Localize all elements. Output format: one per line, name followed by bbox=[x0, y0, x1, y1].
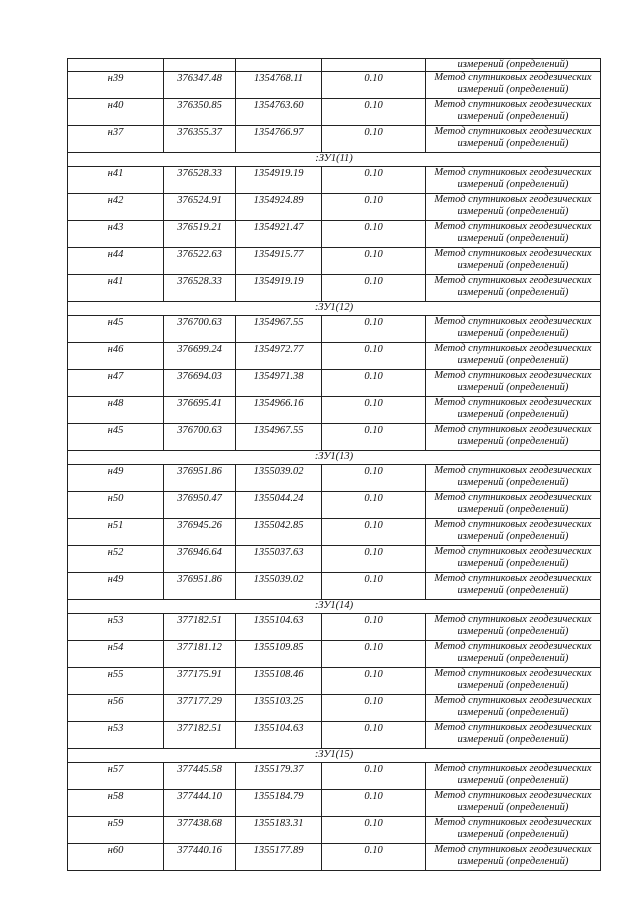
method-cell bbox=[426, 668, 601, 695]
method-line-1: Метод спутниковых геодезических bbox=[434, 194, 592, 205]
point-cell: н49 bbox=[68, 573, 164, 600]
method-cell bbox=[426, 546, 601, 573]
section-header-row bbox=[68, 302, 601, 316]
point-cell: н59 bbox=[68, 817, 164, 844]
point-cell: н52 bbox=[68, 546, 164, 573]
accuracy-cell: 0.10 bbox=[322, 194, 426, 221]
y-cell: 1354967.55 bbox=[236, 424, 322, 451]
y-cell: 1354919.19 bbox=[236, 167, 322, 194]
accuracy-cell bbox=[322, 59, 426, 72]
y-cell: 1355039.02 bbox=[236, 573, 322, 600]
method-line-1: Метод спутниковых геодезических bbox=[434, 221, 592, 232]
method-cell bbox=[426, 316, 601, 343]
table-row bbox=[68, 424, 601, 451]
x-cell: 376699.24 bbox=[164, 343, 236, 370]
table-row bbox=[68, 275, 601, 302]
table-row bbox=[68, 221, 601, 248]
section-header-row bbox=[68, 153, 601, 167]
accuracy-cell: 0.10 bbox=[322, 817, 426, 844]
x-cell: 376350.85 bbox=[164, 99, 236, 126]
x-cell: 377177.29 bbox=[164, 695, 236, 722]
x-cell: 377182.51 bbox=[164, 722, 236, 749]
y-cell: 1355179.37 bbox=[236, 763, 322, 790]
point-cell bbox=[68, 59, 164, 72]
point-cell: н45 bbox=[68, 424, 164, 451]
x-cell: 377438.68 bbox=[164, 817, 236, 844]
table-row bbox=[68, 573, 601, 600]
x-cell: 376528.33 bbox=[164, 167, 236, 194]
method-line-2: измерений (определений) bbox=[457, 626, 569, 637]
section-header: :ЗУ1(13) bbox=[68, 451, 601, 465]
method-line-2: измерений (определений) bbox=[457, 531, 569, 542]
method-cell bbox=[426, 221, 601, 248]
y-cell: 1354768.11 bbox=[236, 72, 322, 99]
method-line-1: Метод спутниковых геодезических bbox=[434, 763, 592, 774]
section-header-row bbox=[68, 451, 601, 465]
table-row bbox=[68, 763, 601, 790]
method-cell bbox=[426, 519, 601, 546]
accuracy-cell: 0.10 bbox=[322, 316, 426, 343]
method-cell bbox=[426, 722, 601, 749]
table-row bbox=[68, 519, 601, 546]
method-line-2: измерений (определений) bbox=[457, 558, 569, 569]
x-cell: 376700.63 bbox=[164, 424, 236, 451]
point-cell: н56 bbox=[68, 695, 164, 722]
method-cell bbox=[426, 492, 601, 519]
method-line-1: Метод спутниковых геодезических bbox=[434, 668, 592, 679]
method-cell bbox=[426, 343, 601, 370]
accuracy-cell: 0.10 bbox=[322, 465, 426, 492]
point-cell: н42 bbox=[68, 194, 164, 221]
section-header: :ЗУ1(11) bbox=[68, 153, 601, 167]
point-cell: н47 bbox=[68, 370, 164, 397]
continuation-row bbox=[68, 59, 601, 72]
point-cell: н46 bbox=[68, 343, 164, 370]
table-row bbox=[68, 641, 601, 668]
method-cell bbox=[426, 126, 601, 153]
method-line-1: Метод спутниковых геодезических bbox=[434, 126, 592, 137]
method-line-2: измерений (определений) bbox=[457, 409, 569, 420]
x-cell: 376355.37 bbox=[164, 126, 236, 153]
method-line-2: измерений (определений) bbox=[457, 734, 569, 745]
accuracy-cell: 0.10 bbox=[322, 72, 426, 99]
y-cell: 1355108.46 bbox=[236, 668, 322, 695]
accuracy-cell: 0.10 bbox=[322, 424, 426, 451]
method-line-2: измерений (определений) bbox=[457, 355, 569, 366]
method-line-1: Метод спутниковых геодезических bbox=[434, 343, 592, 354]
y-cell: 1355184.79 bbox=[236, 790, 322, 817]
y-cell: 1354766.97 bbox=[236, 126, 322, 153]
method-line-1: Метод спутниковых геодезических bbox=[434, 465, 592, 476]
method-cell bbox=[426, 695, 601, 722]
accuracy-cell: 0.10 bbox=[322, 641, 426, 668]
x-cell: 376946.64 bbox=[164, 546, 236, 573]
table-row bbox=[68, 316, 601, 343]
method-line-1: Метод спутниковых геодезических bbox=[434, 275, 592, 286]
x-cell: 377181.12 bbox=[164, 641, 236, 668]
point-cell: н50 bbox=[68, 492, 164, 519]
y-cell: 1355103.25 bbox=[236, 695, 322, 722]
accuracy-cell: 0.10 bbox=[322, 99, 426, 126]
method-line-2: измерений (определений) bbox=[457, 233, 569, 244]
x-cell: 376945.26 bbox=[164, 519, 236, 546]
point-cell: н39 bbox=[68, 72, 164, 99]
table-row bbox=[68, 194, 601, 221]
method-line-2: измерений (определений) bbox=[457, 707, 569, 718]
x-cell: 376694.03 bbox=[164, 370, 236, 397]
table-row bbox=[68, 248, 601, 275]
method-line-2: измерений (определений) bbox=[457, 775, 569, 786]
coordinates-table-body bbox=[68, 59, 601, 871]
method-line-2: измерений (определений) bbox=[457, 504, 569, 515]
method-line-1: Метод спутниковых геодезических bbox=[434, 248, 592, 259]
accuracy-cell: 0.10 bbox=[322, 790, 426, 817]
x-cell: 376700.63 bbox=[164, 316, 236, 343]
y-cell: 1354924.89 bbox=[236, 194, 322, 221]
method-cell bbox=[426, 465, 601, 492]
accuracy-cell: 0.10 bbox=[322, 519, 426, 546]
point-cell: н53 bbox=[68, 722, 164, 749]
method-cell bbox=[426, 194, 601, 221]
table-row bbox=[68, 167, 601, 194]
section-header: :ЗУ1(15) bbox=[68, 749, 601, 763]
method-cell bbox=[426, 641, 601, 668]
y-cell bbox=[236, 59, 322, 72]
y-cell: 1354971.38 bbox=[236, 370, 322, 397]
accuracy-cell: 0.10 bbox=[322, 722, 426, 749]
method-line-1: Метод спутниковых геодезических bbox=[434, 424, 592, 435]
method-line-1: Метод спутниковых геодезических bbox=[434, 492, 592, 503]
point-cell: н44 bbox=[68, 248, 164, 275]
y-cell: 1355044.24 bbox=[236, 492, 322, 519]
table-row bbox=[68, 614, 601, 641]
x-cell: 376524.91 bbox=[164, 194, 236, 221]
point-cell: н60 bbox=[68, 844, 164, 871]
table-row bbox=[68, 370, 601, 397]
accuracy-cell: 0.10 bbox=[322, 573, 426, 600]
x-cell bbox=[164, 59, 236, 72]
method-line-1: Метод спутниковых геодезических bbox=[434, 519, 592, 530]
table-row bbox=[68, 492, 601, 519]
method-cell: измерений (определений) bbox=[426, 59, 601, 72]
table-row bbox=[68, 695, 601, 722]
x-cell: 376519.21 bbox=[164, 221, 236, 248]
y-cell: 1354967.55 bbox=[236, 316, 322, 343]
accuracy-cell: 0.10 bbox=[322, 126, 426, 153]
section-header-row bbox=[68, 749, 601, 763]
method-line-2: измерений (определений) bbox=[457, 802, 569, 813]
method-line-2: измерений (определений) bbox=[457, 477, 569, 488]
y-cell: 1355104.63 bbox=[236, 614, 322, 641]
table-row bbox=[68, 72, 601, 99]
method-cell bbox=[426, 397, 601, 424]
point-cell: н51 bbox=[68, 519, 164, 546]
method-cell bbox=[426, 167, 601, 194]
method-line-1: Метод спутниковых геодезических bbox=[434, 573, 592, 584]
method-cell bbox=[426, 99, 601, 126]
accuracy-cell: 0.10 bbox=[322, 397, 426, 424]
table-row bbox=[68, 397, 601, 424]
method-line-1: Метод спутниковых геодезических bbox=[434, 817, 592, 828]
method-line-1: Метод спутниковых геодезических bbox=[434, 99, 592, 110]
table-row bbox=[68, 126, 601, 153]
method-cell bbox=[426, 817, 601, 844]
y-cell: 1354966.16 bbox=[236, 397, 322, 424]
point-cell: н41 bbox=[68, 275, 164, 302]
x-cell: 376347.48 bbox=[164, 72, 236, 99]
point-cell: н49 bbox=[68, 465, 164, 492]
method-line-2: измерений (определений) bbox=[457, 653, 569, 664]
method-line-2: измерений (определений) bbox=[457, 138, 569, 149]
method-line-2: измерений (определений) bbox=[457, 436, 569, 447]
method-line-2: измерений (определений) bbox=[457, 84, 569, 95]
table-row bbox=[68, 465, 601, 492]
point-cell: н37 bbox=[68, 126, 164, 153]
x-cell: 377444.10 bbox=[164, 790, 236, 817]
point-cell: н57 bbox=[68, 763, 164, 790]
point-cell: н48 bbox=[68, 397, 164, 424]
y-cell: 1355177.89 bbox=[236, 844, 322, 871]
accuracy-cell: 0.10 bbox=[322, 763, 426, 790]
y-cell: 1355109.85 bbox=[236, 641, 322, 668]
x-cell: 377440.16 bbox=[164, 844, 236, 871]
table-row bbox=[68, 668, 601, 695]
accuracy-cell: 0.10 bbox=[322, 668, 426, 695]
method-cell bbox=[426, 370, 601, 397]
method-line-1: Метод спутниковых геодезических bbox=[434, 641, 592, 652]
point-cell: н58 bbox=[68, 790, 164, 817]
accuracy-cell: 0.10 bbox=[322, 370, 426, 397]
method-line-1: Метод спутниковых геодезических bbox=[434, 72, 592, 83]
y-cell: 1355183.31 bbox=[236, 817, 322, 844]
table-row bbox=[68, 722, 601, 749]
x-cell: 376528.33 bbox=[164, 275, 236, 302]
x-cell: 376522.63 bbox=[164, 248, 236, 275]
table-row bbox=[68, 790, 601, 817]
accuracy-cell: 0.10 bbox=[322, 492, 426, 519]
accuracy-cell: 0.10 bbox=[322, 546, 426, 573]
accuracy-cell: 0.10 bbox=[322, 275, 426, 302]
method-line-2: измерений (определений) bbox=[457, 829, 569, 840]
method-line-2: измерений (определений) bbox=[457, 206, 569, 217]
method-line-2: измерений (определений) bbox=[457, 382, 569, 393]
method-line-1: Метод спутниковых геодезических bbox=[434, 546, 592, 557]
table-row bbox=[68, 817, 601, 844]
accuracy-cell: 0.10 bbox=[322, 614, 426, 641]
method-cell bbox=[426, 844, 601, 871]
x-cell: 377182.51 bbox=[164, 614, 236, 641]
y-cell: 1354972.77 bbox=[236, 343, 322, 370]
method-line-1: Метод спутниковых геодезических bbox=[434, 722, 592, 733]
table-row bbox=[68, 343, 601, 370]
x-cell: 377175.91 bbox=[164, 668, 236, 695]
method-line-1: Метод спутниковых геодезических bbox=[434, 695, 592, 706]
accuracy-cell: 0.10 bbox=[322, 695, 426, 722]
accuracy-cell: 0.10 bbox=[322, 248, 426, 275]
method-line-2: измерений (определений) bbox=[457, 328, 569, 339]
method-cell bbox=[426, 790, 601, 817]
method-line-2: измерений (определений) bbox=[457, 585, 569, 596]
method-line-1: Метод спутниковых геодезических bbox=[434, 790, 592, 801]
section-header: :ЗУ1(12) bbox=[68, 302, 601, 316]
point-cell: н41 bbox=[68, 167, 164, 194]
x-cell: 376695.41 bbox=[164, 397, 236, 424]
y-cell: 1354919.19 bbox=[236, 275, 322, 302]
method-cell bbox=[426, 248, 601, 275]
method-cell bbox=[426, 763, 601, 790]
table-row bbox=[68, 99, 601, 126]
table-row bbox=[68, 844, 601, 871]
section-header: :ЗУ1(14) bbox=[68, 600, 601, 614]
x-cell: 376951.86 bbox=[164, 573, 236, 600]
method-line-1: Метод спутниковых геодезических bbox=[434, 614, 592, 625]
method-line-2: измерений (определений) bbox=[457, 680, 569, 691]
method-line-1: Метод спутниковых геодезических bbox=[434, 844, 592, 855]
method-line-2: измерений (определений) bbox=[457, 179, 569, 190]
y-cell: 1354915.77 bbox=[236, 248, 322, 275]
method-line-1: Метод спутниковых геодезических bbox=[434, 316, 592, 327]
method-cell bbox=[426, 72, 601, 99]
method-line-1: Метод спутниковых геодезических bbox=[434, 397, 592, 408]
method-line-2: измерений (определений) bbox=[457, 287, 569, 298]
accuracy-cell: 0.10 bbox=[322, 844, 426, 871]
method-cell bbox=[426, 614, 601, 641]
method-cell bbox=[426, 573, 601, 600]
point-cell: н55 bbox=[68, 668, 164, 695]
method-line-2: измерений (определений) bbox=[457, 260, 569, 271]
method-line-2: измерений (определений) bbox=[457, 856, 569, 867]
accuracy-cell: 0.10 bbox=[322, 221, 426, 248]
method-line-2: измерений (определений) bbox=[457, 111, 569, 122]
accuracy-cell: 0.10 bbox=[322, 343, 426, 370]
y-cell: 1355037.63 bbox=[236, 546, 322, 573]
y-cell: 1354763.60 bbox=[236, 99, 322, 126]
y-cell: 1355039.02 bbox=[236, 465, 322, 492]
coordinates-table bbox=[67, 58, 601, 871]
x-cell: 376951.86 bbox=[164, 465, 236, 492]
x-cell: 376950.47 bbox=[164, 492, 236, 519]
method-cell bbox=[426, 424, 601, 451]
point-cell: н45 bbox=[68, 316, 164, 343]
y-cell: 1354921.47 bbox=[236, 221, 322, 248]
accuracy-cell: 0.10 bbox=[322, 167, 426, 194]
method-line-1: Метод спутниковых геодезических bbox=[434, 370, 592, 381]
table-row bbox=[68, 546, 601, 573]
point-cell: н54 bbox=[68, 641, 164, 668]
point-cell: н40 bbox=[68, 99, 164, 126]
method-line-1: Метод спутниковых геодезических bbox=[434, 167, 592, 178]
method-cell bbox=[426, 275, 601, 302]
point-cell: н43 bbox=[68, 221, 164, 248]
y-cell: 1355104.63 bbox=[236, 722, 322, 749]
y-cell: 1355042.85 bbox=[236, 519, 322, 546]
point-cell: н53 bbox=[68, 614, 164, 641]
section-header-row bbox=[68, 600, 601, 614]
x-cell: 377445.58 bbox=[164, 763, 236, 790]
